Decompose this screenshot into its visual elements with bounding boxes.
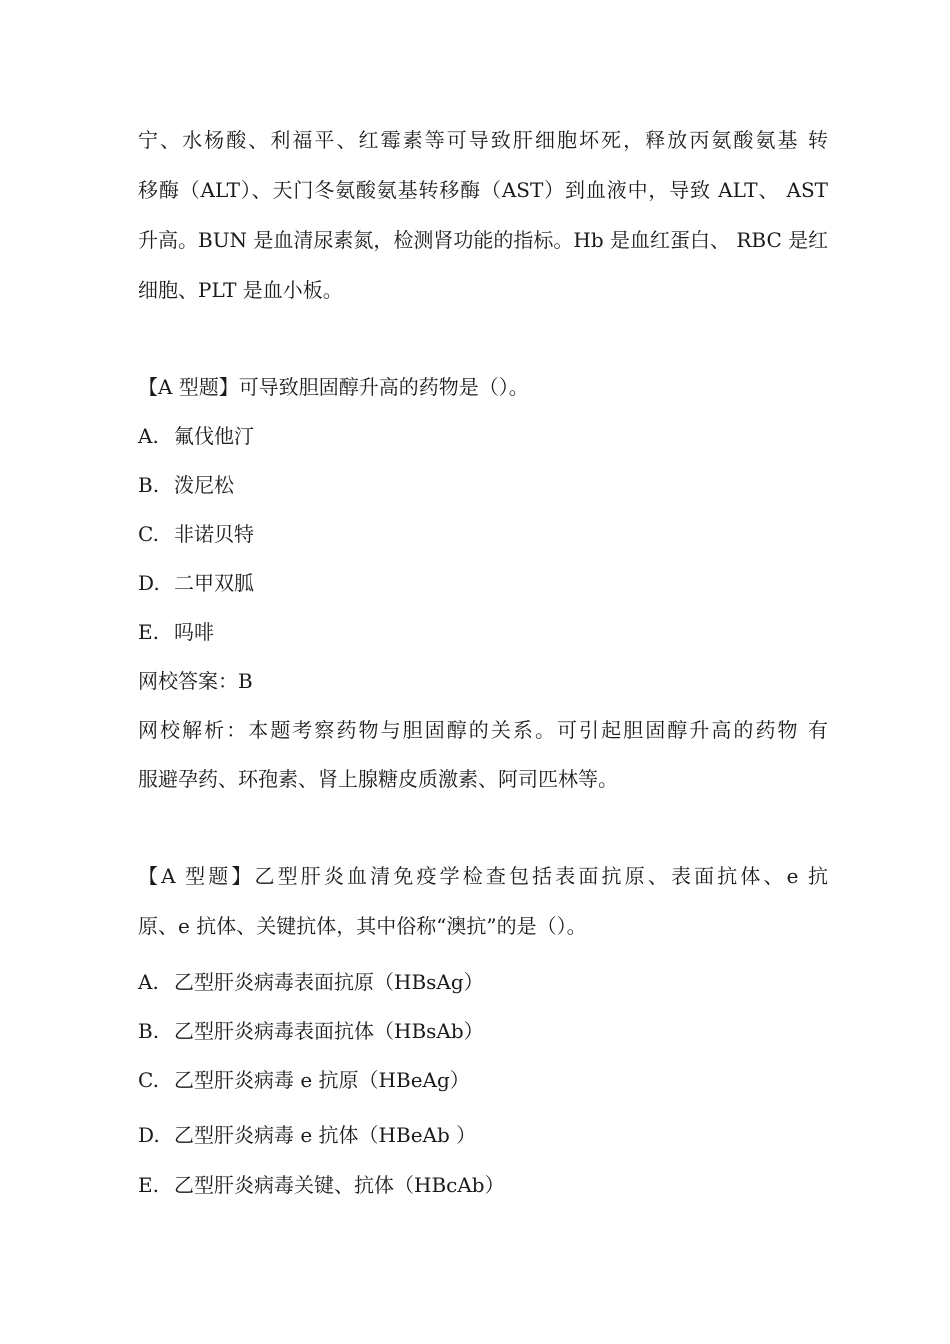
option-text: 二甲双胍 bbox=[174, 571, 254, 595]
option-label: E. bbox=[138, 1173, 159, 1197]
option-label: B. bbox=[138, 1019, 160, 1043]
intro-line-1: 宁、水杨酸、利福平、红霉素等可导致肝细胞坏死，释放丙氨酸氨基 转 bbox=[138, 128, 828, 152]
option-text: 乙型肝炎病毒表面抗体（HBsAb） bbox=[174, 1019, 484, 1043]
option-label: E. bbox=[138, 620, 159, 644]
option-label: A. bbox=[138, 424, 159, 448]
question2-option-e bbox=[138, 1171, 828, 1199]
intro-line-3: 升高。BUN 是血清尿素氮，检测肾功能的指标。Hb 是血红蛋白、 RBC 是红 bbox=[138, 228, 829, 252]
option-text: 乙型肝炎病毒关键、抗体（HBcAb） bbox=[174, 1173, 505, 1197]
question1-analysis-line-1: 网校解析：本题考察药物与胆固醇的关系。可引起胆固醇升高的药物 有 bbox=[138, 718, 828, 742]
question1-option-b bbox=[138, 471, 828, 499]
question2-stem-line-1: 【A 型题】乙型肝炎血清免疫学检查包括表面抗原、表面抗体、e 抗 bbox=[138, 864, 828, 888]
option-label: C. bbox=[138, 522, 159, 546]
question1-answer: 网校答案：B bbox=[138, 669, 253, 693]
question1-option-e bbox=[138, 618, 828, 646]
option-label: D. bbox=[138, 1123, 160, 1147]
question1-stem: 【A 型题】可导致胆固醇升高的药物是（）。 bbox=[138, 375, 529, 399]
option-text: 氟伐他汀 bbox=[174, 424, 254, 448]
question2-option-d bbox=[138, 1121, 828, 1149]
option-text: 乙型肝炎病毒表面抗原（HBsAg） bbox=[174, 970, 484, 994]
question2-stem-line-2: 原、e 抗体、关键抗体，其中俗称“澳抗”的是（）。 bbox=[138, 914, 587, 938]
question1-option-c bbox=[138, 520, 828, 548]
intro-line-4: 细胞、PLT 是血小板。 bbox=[138, 278, 343, 302]
option-text: 乙型肝炎病毒 e 抗原（HBeAg） bbox=[174, 1068, 470, 1092]
question1-option-d bbox=[138, 569, 828, 597]
option-label: C. bbox=[138, 1068, 159, 1092]
option-label: B. bbox=[138, 473, 160, 497]
option-label: D. bbox=[138, 571, 160, 595]
question1-option-a bbox=[138, 422, 828, 450]
option-text: 吗啡 bbox=[174, 620, 214, 644]
intro-line-2: 移酶（ALT）、天门冬氨酸氨基转移酶（AST）到血液中，导致 ALT、 AST bbox=[138, 178, 828, 202]
question2-option-a bbox=[138, 968, 828, 996]
option-text: 泼尼松 bbox=[174, 473, 234, 497]
question2-option-b bbox=[138, 1017, 828, 1045]
option-text: 乙型肝炎病毒 e 抗体（HBeAb ） bbox=[174, 1123, 477, 1147]
question2-option-c bbox=[138, 1066, 828, 1094]
option-label: A. bbox=[138, 970, 159, 994]
option-text: 非诺贝特 bbox=[174, 522, 254, 546]
question1-analysis-line-2: 服避孕药、环孢素、肾上腺糖皮质激素、阿司匹林等。 bbox=[138, 767, 618, 791]
